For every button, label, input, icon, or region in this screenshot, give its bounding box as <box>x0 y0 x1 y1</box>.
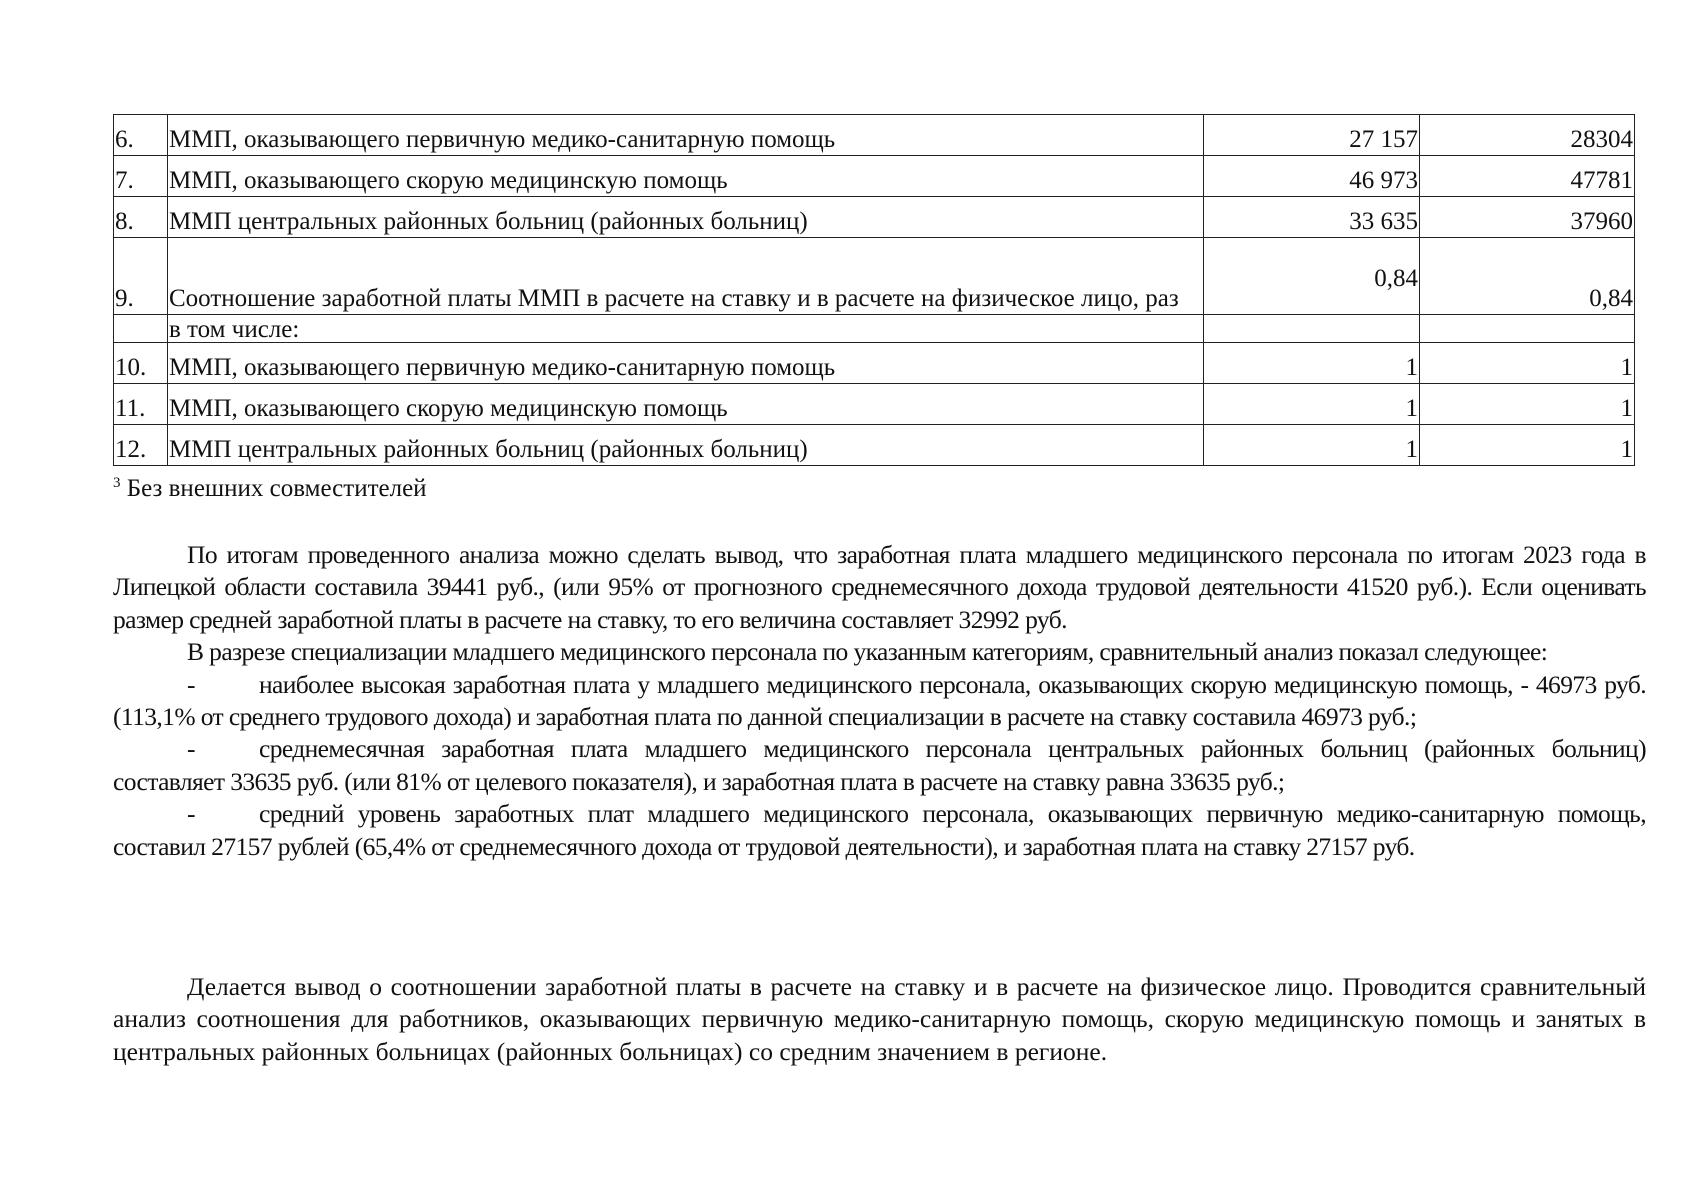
row-value-1 <box>1204 315 1420 343</box>
row-value-1: 1 <box>1204 384 1420 425</box>
row-label: Соотношение заработной платы ММП в расчете на ставку и в расчете на физическое лицо, раз <box>168 238 1204 315</box>
row-number: 9. <box>114 238 168 315</box>
row-number: 11. <box>114 384 168 425</box>
table-row <box>114 156 1635 197</box>
row-value-1: 0,84 <box>1204 238 1420 315</box>
row-label: ММП, оказывающего скорую медицинскую помощь <box>168 156 1204 197</box>
salary-table <box>113 114 1635 466</box>
table-row <box>114 425 1635 466</box>
row-value-2: 1 <box>1420 384 1635 425</box>
salary-table-container <box>113 114 1634 466</box>
row-number <box>114 315 168 343</box>
row-value-2: 37960 <box>1420 197 1635 238</box>
row-value-2: 0,84 <box>1420 238 1635 315</box>
row-label: ММП, оказывающего первичную медико-санитарную помощь <box>168 115 1204 156</box>
row-value-1: 46 973 <box>1204 156 1420 197</box>
footnote-marker: 3 <box>113 475 121 491</box>
bullet-item <box>113 669 1646 734</box>
bullet-text: среднемесячная заработная плата младшего медицинского персонала центральных районных больниц (районных больниц) составляет 33635 руб. (или 81% от целевого показателя), и заработная плата в расчете на ставку равна 33635 руб.; <box>113 734 1646 796</box>
row-label: ММП центральных районных больниц (районных больниц) <box>168 425 1204 466</box>
row-value-1: 33 635 <box>1204 197 1420 238</box>
bullet-item <box>113 733 1646 798</box>
bullet-marker: - <box>187 799 195 829</box>
row-value-2: 47781 <box>1420 156 1635 197</box>
table-row <box>114 197 1635 238</box>
row-value-2: 28304 <box>1420 115 1635 156</box>
row-label: ММП, оказывающего первичную медико-санитарную помощь <box>168 343 1204 384</box>
row-value-2: 1 <box>1420 343 1635 384</box>
row-number: 10. <box>114 343 168 384</box>
footnote-text: Без внешних совместителей <box>120 475 427 502</box>
table-row <box>114 384 1635 425</box>
row-label: в том числе: <box>168 315 1204 343</box>
table-row <box>114 238 1635 315</box>
paragraph-conclusion: Делается вывод о соотношении заработной платы в расчете на ставку и в расчете на физическое лицо. Проводится сравнительный анализ соотношения для работников, оказывающих первичную медико-санитарную помощь, скорую медицинскую помощь и занятых в центральных районных больницах (районных больницах) со средним значением в регионе. <box>113 972 1646 1066</box>
table-row <box>114 315 1635 343</box>
row-label: ММП, оказывающего скорую медицинскую помощь <box>168 384 1204 425</box>
row-value-2: 1 <box>1420 425 1635 466</box>
bullet-text: наиболее высокая заработная плата у младшего медицинского персонала, оказывающих скорую медицинскую помощь, - 46973 руб. (113,1% от среднего трудового дохода) и заработная плата по данной специализации в расчете на ставку составила 46973 руб.; <box>113 669 1646 732</box>
conclusion-text <box>113 971 1646 1068</box>
analysis-text <box>113 539 1646 863</box>
bullet-marker: - <box>187 734 195 764</box>
row-label: ММП центральных районных больниц (районных больниц) <box>168 197 1204 238</box>
row-value-1: 1 <box>1204 425 1420 466</box>
row-value-1: 1 <box>1204 343 1420 384</box>
table-row <box>114 343 1635 384</box>
table-row <box>114 115 1635 156</box>
paragraph-summary: По итогам проведенного анализа можно сделать вывод, что заработная плата младшего медицинского персонала по итогам 2023 года в Липецкой области составила 39441 руб., (или 95% от прогнозного среднемесячного дохода трудовой деятельности 41520 руб.). Если оценивать размер средней заработной платы в расчете на ставку, то его величина составляет 32992 руб. <box>113 540 1646 634</box>
row-value-2 <box>1420 315 1635 343</box>
bullet-item <box>113 798 1646 863</box>
row-number: 12. <box>114 425 168 466</box>
paragraph-intro: В разрезе специализации младшего медицинского персонала по указанным категориям, сравнительный анализ показал следующее: <box>187 637 1548 667</box>
row-number: 8. <box>114 197 168 238</box>
footnote <box>113 474 427 504</box>
row-value-1: 27 157 <box>1204 115 1420 156</box>
bullet-marker: - <box>187 669 195 699</box>
row-number: 6. <box>114 115 168 156</box>
bullet-text: средний уровень заработных плат младшего медицинского персонала, оказывающих первичную медико-санитарную помощь, составил 27157 рублей (65,4% от среднемесячного дохода от трудовой деятельности), и заработная плата на ставку 27157 руб. <box>113 799 1646 861</box>
row-number: 7. <box>114 156 168 197</box>
